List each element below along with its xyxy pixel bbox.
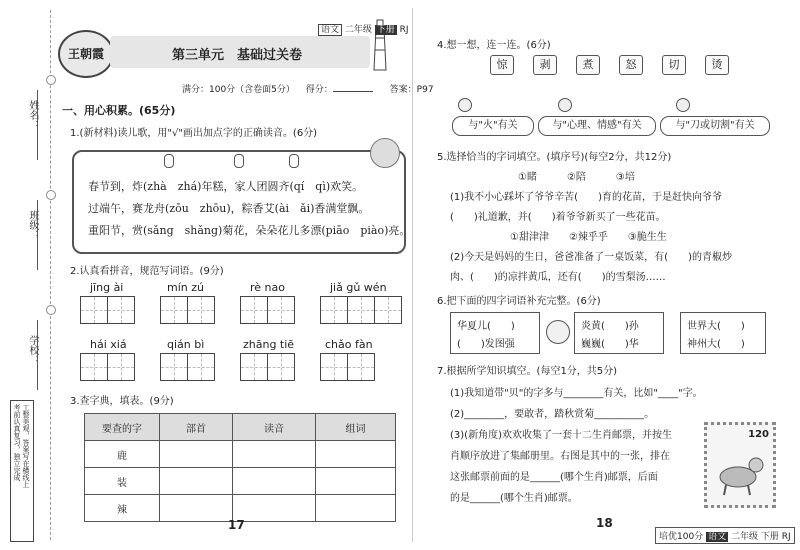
school-field-label: 学校： — [27, 335, 38, 365]
pinyin: zhāng tiē — [243, 338, 295, 351]
poem-line: 重阳节，赏(sǎng shǎng)菊花，朵朵花儿多漂(piāo piào)亮。 — [88, 224, 411, 237]
q4-label: 4.想一想，连一连。(6分) — [437, 40, 551, 51]
q5-sentence: 肉、( )的凉拌黄瓜，还有( )的雪梨汤…… — [450, 272, 666, 283]
q6-box — [450, 312, 540, 354]
q7-label: 7.根据所学知识填空。(每空1分，共5分) — [437, 366, 618, 377]
idiom-item[interactable]: 华夏儿( ) — [457, 321, 515, 332]
q6-label: 6.把下面的四字词语补充完整。(6分) — [437, 296, 601, 307]
tips-box — [10, 400, 34, 542]
q7-line: 这张邮票前面的是______(哪个生肖)邮票，后面 — [450, 472, 658, 483]
brand-seal-text: 王朝霞 — [67, 47, 104, 61]
tag: 语文 — [318, 24, 342, 36]
binding-hole — [46, 190, 56, 200]
writing-grid[interactable] — [160, 353, 214, 381]
fire-icon — [458, 98, 472, 112]
table-header: 组词 — [316, 414, 396, 441]
q3-label: 3.查字典，填表。(9分) — [70, 396, 174, 407]
q5-sentence: (1)我不小心踩坏了爷爷辛苦( )育的花苗，于是赶快向爷爷 — [450, 192, 722, 203]
tip-text: 考前认真复习，独立完成 — [13, 404, 21, 481]
poem-line: 过端午，赛龙舟(zōu zhōu)，粽香艾(ài ǎi)香满堂飘。 — [88, 202, 370, 215]
poem-line: 春节到，炸(zhà zhá)年糕，家人团圆齐(qí qì)欢笑。 — [88, 180, 364, 193]
footer-tag: 二年级 — [730, 532, 758, 542]
lantern-icon — [289, 154, 299, 168]
lantern-icon — [164, 154, 174, 168]
pinyin: mín zú — [167, 281, 204, 294]
page-number: 17 — [228, 518, 245, 532]
score-line: 满分：100分（含卷面5分） — [182, 85, 295, 95]
writing-grid[interactable] — [320, 353, 374, 381]
subject-tags — [318, 22, 409, 35]
score-label: 得分： — [305, 85, 333, 95]
writing-grid[interactable] — [80, 353, 134, 381]
table-row — [85, 441, 396, 468]
table-header: 读音 — [233, 414, 316, 441]
table-cell: 辣 — [85, 495, 160, 522]
q1-label: 1.(新材料)读儿歌，用"√"画出加点字的正确读音。(6分) — [70, 128, 318, 139]
q2-label: 2.认真看拼音，规范写词语。(9分) — [70, 266, 224, 277]
globe-icon — [668, 316, 678, 346]
idiom-item[interactable]: ( )发图强 — [457, 339, 515, 350]
tag: 二年级 — [344, 25, 372, 35]
category-box[interactable]: 与"刀或切割"有关 — [660, 116, 770, 136]
writing-grid[interactable] — [240, 353, 294, 381]
q7-line: 的是______(哪个生肖)邮票。 — [450, 493, 578, 504]
char-card[interactable]: 切 — [662, 55, 686, 75]
q7-line: (3)(新角度)欢欢收集了一套十二生肖邮票，并按生 — [450, 430, 672, 441]
moon-icon — [370, 138, 400, 168]
tip-text: 工整美观，答案写在横线上 — [22, 404, 30, 488]
table-cell: 装 — [85, 468, 160, 495]
page-title: 第三单元 基础过关卷 — [172, 48, 303, 63]
pinyin: jīng ài — [90, 281, 124, 294]
q5-label: 5.选择恰当的字词填空。(填序号)(每空2分，共12分) — [437, 152, 672, 163]
q7-line: (2)________，要敢者，踏秋赏菊__________。 — [450, 409, 655, 420]
q6-box — [680, 312, 766, 354]
idiom-item[interactable]: 神州大( ) — [687, 339, 745, 350]
q5-sentence: ( )礼道歉，并( )着爷爷新买了一些花苗。 — [450, 212, 666, 223]
q7-line: 肖顺序放进了集邮册里。右图是其中的一张，排在 — [450, 451, 670, 462]
zodiac-stamp — [704, 422, 776, 508]
binding-hole — [46, 75, 56, 85]
pinyin: hái xiá — [90, 338, 127, 351]
idiom-item[interactable]: 世界大( ) — [687, 321, 745, 332]
q5-sentence: (2)今天是妈妈的生日，爸爸准备了一桌饭菜，有( )的青椒炒 — [450, 252, 732, 263]
knife-icon — [676, 98, 690, 112]
table-cell: 鹿 — [85, 441, 160, 468]
table-header: 部首 — [160, 414, 233, 441]
pinyin: rè nao — [250, 281, 285, 294]
footer-tags — [655, 527, 795, 544]
q5-options: ①甜津津 ②辣乎乎 ③脆生生 — [510, 232, 667, 243]
writing-grid[interactable] — [160, 296, 214, 324]
q5-options: ①睹 ②陪 ③培 — [518, 172, 635, 183]
char-card[interactable]: 惊 — [490, 55, 514, 75]
answer-ref: 答案：P97 — [389, 85, 434, 95]
footer-tag: 语文 — [708, 532, 727, 542]
q1-poem-box — [72, 150, 411, 254]
writing-grid[interactable] — [80, 296, 134, 324]
category-box[interactable]: 与"火"有关 — [452, 116, 534, 136]
q7-line: (1)我知道带"贝"的字多与________有关，比如"____"字。 — [450, 388, 703, 399]
writing-grid[interactable] — [320, 296, 401, 324]
idiom-item[interactable]: 炎黄( )孙 — [581, 321, 639, 332]
char-card[interactable]: 煮 — [576, 55, 600, 75]
footer-tag: 培优100分 — [659, 532, 704, 542]
name-field-label: 姓名： — [27, 100, 38, 130]
section-heading: 一、用心积累。(65分) — [62, 104, 176, 117]
pinyin: qián bì — [167, 338, 205, 351]
brand-logo — [58, 30, 114, 78]
dog-icon — [710, 447, 770, 497]
footer-tag: RJ — [781, 532, 791, 542]
heart-icon — [558, 98, 572, 112]
stamp-value: 120 — [748, 429, 769, 440]
tag: 下册 — [376, 25, 395, 35]
sun-icon — [546, 320, 570, 344]
pinyin: chǎo fàn — [325, 338, 373, 351]
category-box[interactable]: 与"心理、情感"有关 — [538, 116, 656, 136]
table-header: 要查的字 — [85, 414, 160, 441]
q6-box — [574, 312, 664, 354]
class-field-label: 班级： — [27, 210, 38, 240]
char-card[interactable]: 怒 — [619, 55, 643, 75]
char-card[interactable]: 烫 — [705, 55, 729, 75]
footer-tag: 下册 — [760, 532, 779, 542]
dictionary-table — [84, 413, 396, 522]
table-row — [85, 468, 396, 495]
pinyin: jiǎ gǔ wén — [330, 281, 387, 294]
char-card[interactable]: 剥 — [533, 55, 557, 75]
page-number: 18 — [596, 516, 613, 530]
binding-hole — [46, 305, 56, 315]
tag: RJ — [399, 25, 409, 35]
lantern-icon — [234, 154, 244, 168]
idiom-item[interactable]: 巍巍( )华 — [581, 339, 639, 350]
writing-grid[interactable] — [240, 296, 294, 324]
